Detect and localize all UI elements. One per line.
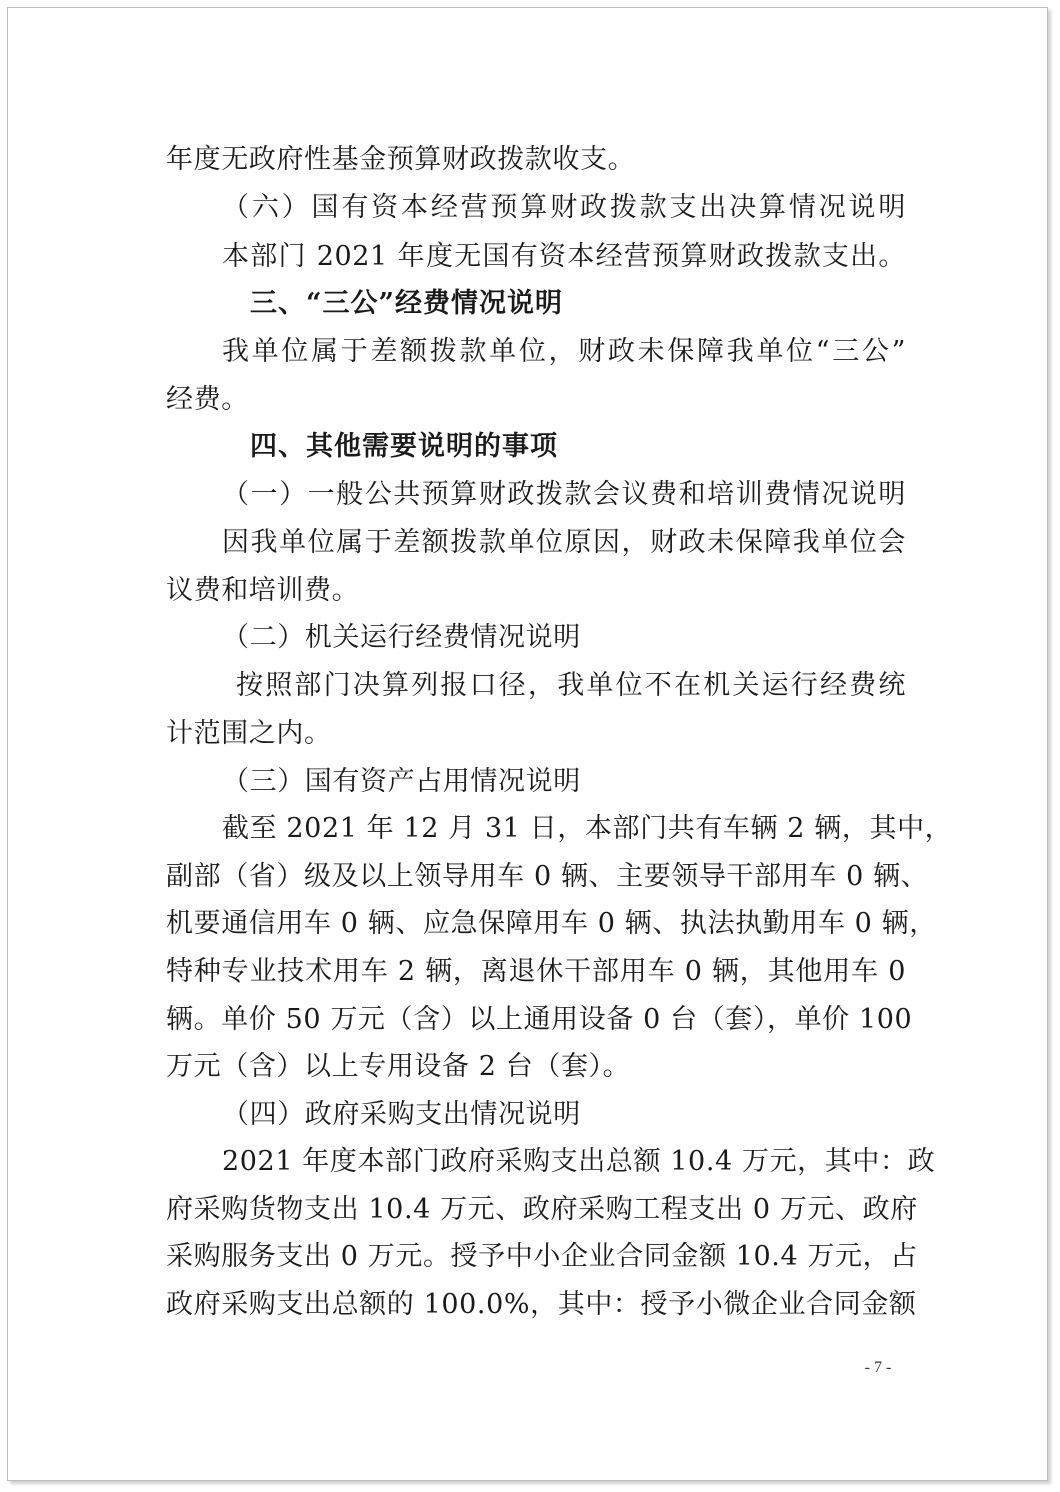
body-text-line: 计范围之内。 [166, 718, 332, 749]
page-number: - 7 - [864, 1359, 892, 1376]
body-text-line: 因我单位属于差额拨款单位原因，财政未保障我单位会 [222, 527, 906, 558]
section-subheading: （二）机关运行经费情况说明 [222, 622, 581, 653]
section-subheading: （一）一般公共预算财政拨款会议费和培训费情况说明 [222, 479, 906, 510]
body-text-line: 副部（省）级及以上领导用车 0 辆、主要领导干部用车 0 辆、 [166, 861, 929, 892]
section-subheading: （四）政府采购支出情况说明 [222, 1099, 581, 1130]
body-text-line: 辆。单价 50 万元（含）以上通用设备 0 台（套），单价 100 [166, 1004, 913, 1035]
body-text-line: 机要通信用车 0 辆、应急保障用车 0 辆、执法执勤用车 0 辆， [166, 908, 937, 939]
body-text-line: 截至 2021 年 12 月 31 日，本部门共有车辆 2 辆，其中， [222, 813, 953, 844]
body-text-line: 府采购货物支出 10.4 万元、政府采购工程支出 0 万元、政府 [166, 1194, 918, 1225]
body-text-line: 特种专业技术用车 2 辆，离退休干部用车 0 辆，其他用车 0 [166, 956, 906, 987]
body-text-line: 议费和培训费。 [166, 575, 360, 606]
body-text-line: 万元（含）以上专用设备 2 台（套）。 [166, 1051, 631, 1082]
body-text-line: 经费。 [166, 384, 249, 415]
section-subheading: （六）国有资本经营预算财政拨款支出决算情况说明 [222, 192, 906, 223]
section-heading: 四、其他需要说明的事项 [250, 431, 558, 462]
body-text-line: 2021 年度本部门政府采购支出总额 10.4 万元，其中：政 [222, 1146, 936, 1177]
section-heading: 三、“三公”经费情况说明 [250, 288, 564, 319]
body-text-line: 政府采购支出总额的 100.0%，其中：授予小微企业合同金额 [166, 1289, 917, 1320]
section-subheading: （三）国有资产占用情况说明 [222, 766, 581, 797]
body-text-line: 按照部门决算列报口径，我单位不在机关运行经费统 [236, 670, 906, 701]
body-text-line: 我单位属于差额拨款单位，财政未保障我单位“三公” [222, 336, 906, 367]
body-text-line: 采购服务支出 0 万元。授予中小企业合同金额 10.4 万元，占 [166, 1241, 918, 1272]
body-text-line: 本部门 2021 年度无国有资本经营预算财政拨款支出。 [222, 241, 906, 272]
body-text-line: 年度无政府性基金预算财政拨款收支。 [166, 144, 636, 175]
